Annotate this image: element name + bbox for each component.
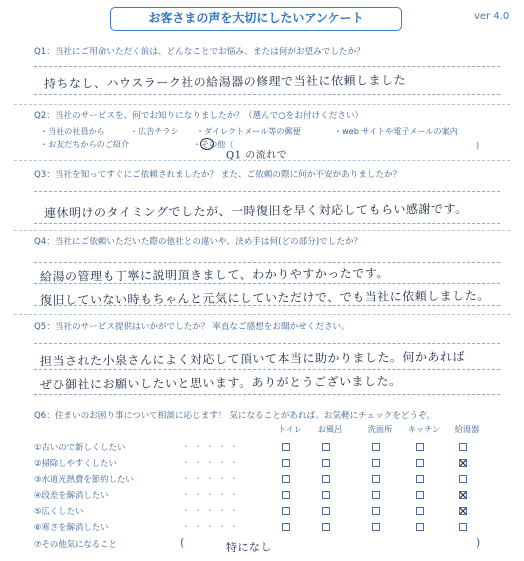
q6-checkbox[interactable]	[416, 459, 424, 467]
q6-checkbox[interactable]	[459, 459, 467, 467]
q6-row-dots: ・・・・・	[182, 458, 242, 467]
q6-row-dots: ・・・・・	[182, 506, 242, 515]
q6-other-close-paren: )	[476, 536, 481, 549]
q2-close-paren: )	[476, 140, 480, 150]
q6-checkbox[interactable]	[282, 507, 290, 515]
q6-checkbox[interactable]	[416, 475, 424, 483]
q6-row-label: ④段差を解消したい	[34, 490, 109, 500]
q6-checkbox[interactable]	[282, 523, 290, 531]
q4-question: Q4：当社にご依頼いただいた際の他社との違いや、決め手は何(どの部分)でしたか？	[34, 237, 363, 247]
q6-checkbox[interactable]	[322, 491, 330, 499]
q1-line-bottom	[34, 94, 500, 95]
q6-column-header-1: お風呂	[317, 424, 343, 434]
q2-option-staff: ・当社の社員から	[40, 126, 105, 136]
q6-row-label: ③水道光熱費を節約したい	[34, 474, 134, 484]
q5-line-2	[34, 369, 500, 370]
q2-option-other: ・その他（	[193, 139, 234, 149]
q4-line-2	[34, 283, 500, 284]
q6-row-label: ②掃除しやすくしたい	[34, 458, 117, 468]
q6-checkbox[interactable]	[459, 507, 467, 515]
q5-line-3	[34, 394, 500, 395]
q5-question: Q5：当社のサービス提供はいかがでしたか？ 率直なご感想をお聞かせください。	[34, 322, 350, 332]
q6-checkbox[interactable]	[282, 443, 290, 451]
q6-row-label: ⑥寒さを解消したい	[34, 522, 109, 532]
q6-other-label: ⑦その他気になること	[34, 539, 117, 549]
version-label: ver 4.0	[474, 11, 510, 22]
q2-option-flyer: ・広告チラシ	[130, 126, 179, 136]
q6-checkbox[interactable]	[459, 443, 467, 451]
q6-checkbox[interactable]	[282, 491, 290, 499]
q3-question: Q3：当社を知ってすぐにご依頼されましたか？ また、ご依頼の際に何か不安がありましたか？	[34, 170, 402, 180]
q6-checkbox[interactable]	[372, 507, 380, 515]
q6-column-header-0: トイレ	[277, 424, 303, 434]
q6-checkbox[interactable]	[459, 475, 467, 483]
separator-1	[14, 104, 510, 105]
q5-answer-line-2: ぜひ御社にお願いしたいと思います。ありがとうございました。	[39, 374, 402, 392]
q6-checkbox[interactable]	[416, 507, 424, 515]
q6-other-open-paren: (	[180, 536, 185, 549]
q6-row-dots: ・・・・・	[182, 490, 242, 499]
separator-3	[14, 230, 510, 231]
q4-line-3	[34, 305, 500, 306]
q6-checkbox[interactable]	[459, 523, 467, 531]
q6-column-header-4: 給湯器	[454, 424, 480, 434]
q5-answer-line-1: 担当された小泉さんによく対応して頂いて本当に助かりました。何かあれば	[39, 349, 466, 369]
q6-checkbox[interactable]	[322, 475, 330, 483]
q6-checkbox[interactable]	[372, 523, 380, 531]
q2-option-web: ・web サイトや電子メールの案内	[334, 126, 458, 136]
q5-line-1	[34, 343, 500, 344]
q6-checkbox[interactable]	[372, 459, 380, 467]
q3-line-top	[34, 191, 500, 192]
q2-option-direct-mail: ・ダイレクトメール等の郵便	[196, 126, 301, 136]
q6-checkbox[interactable]	[416, 491, 424, 499]
q6-row-label: ⑤広くしたい	[34, 506, 84, 516]
q1-line-top	[34, 66, 500, 67]
q6-row-label: ①古いので新しくしたい	[34, 442, 126, 452]
q2-question: Q2：当社のサービスを、何でお知りになりましたか？（選んで○をお付けください）	[34, 111, 364, 121]
q2-option-friend: ・お友だちからのご紹介	[40, 139, 130, 149]
q6-checkbox[interactable]	[282, 459, 290, 467]
q6-checkbox[interactable]	[282, 475, 290, 483]
survey-title: お客さまの声を大切にしたいアンケート	[110, 7, 402, 31]
q3-answer: 連休明けのタイミングでしたが、一時復旧を早く対応してもらい感謝です。	[43, 201, 468, 221]
q6-column-header-2: 洗面所	[367, 424, 393, 434]
q6-checkbox[interactable]	[372, 443, 380, 451]
q6-checkbox[interactable]	[459, 491, 467, 499]
q6-checkbox[interactable]	[322, 459, 330, 467]
q6-checkbox[interactable]	[322, 443, 330, 451]
separator-2	[14, 160, 510, 161]
q1-answer: 持ちなし、ハウスラーク社の給湯器の修理で当社に依頼しました	[43, 73, 407, 91]
q6-column-header-3: キッチン	[407, 424, 441, 434]
q6-other-answer: 特になし	[225, 540, 273, 555]
selection-circle	[200, 138, 214, 150]
q4-answer-line-2: 復旧していない時もちゃんと元気にしていただけで、でも当社に依頼しました。	[39, 288, 490, 308]
q6-row-dots: ・・・・・	[182, 442, 242, 451]
q6-question: Q6：住まいのお困り事について相談に応じます！ 気になることがあれば、お気軽にチェックをどうぞ。	[34, 411, 436, 421]
q6-checkbox[interactable]	[372, 475, 380, 483]
q6-checkbox[interactable]	[416, 443, 424, 451]
q6-row-dots: ・・・・・	[182, 522, 242, 531]
q1-question: Q1：当社にご用命いただく前は、どんなことでお悩み、または何がお望みでしたか？	[34, 47, 365, 57]
q2-other-answer: Q1 の流れで	[225, 149, 288, 162]
q4-line-1	[34, 262, 500, 263]
q6-checkbox[interactable]	[322, 507, 330, 515]
separator-4	[14, 314, 510, 315]
q6-checkbox[interactable]	[322, 523, 330, 531]
q6-row-dots: ・・・・・	[182, 474, 242, 483]
q3-line-bottom	[34, 223, 500, 224]
q4-answer-line-1: 給湯の管理も丁寧に説明頂きまして、わかりやすかったです。	[39, 266, 389, 284]
q6-checkbox[interactable]	[372, 491, 380, 499]
q6-checkbox[interactable]	[416, 523, 424, 531]
